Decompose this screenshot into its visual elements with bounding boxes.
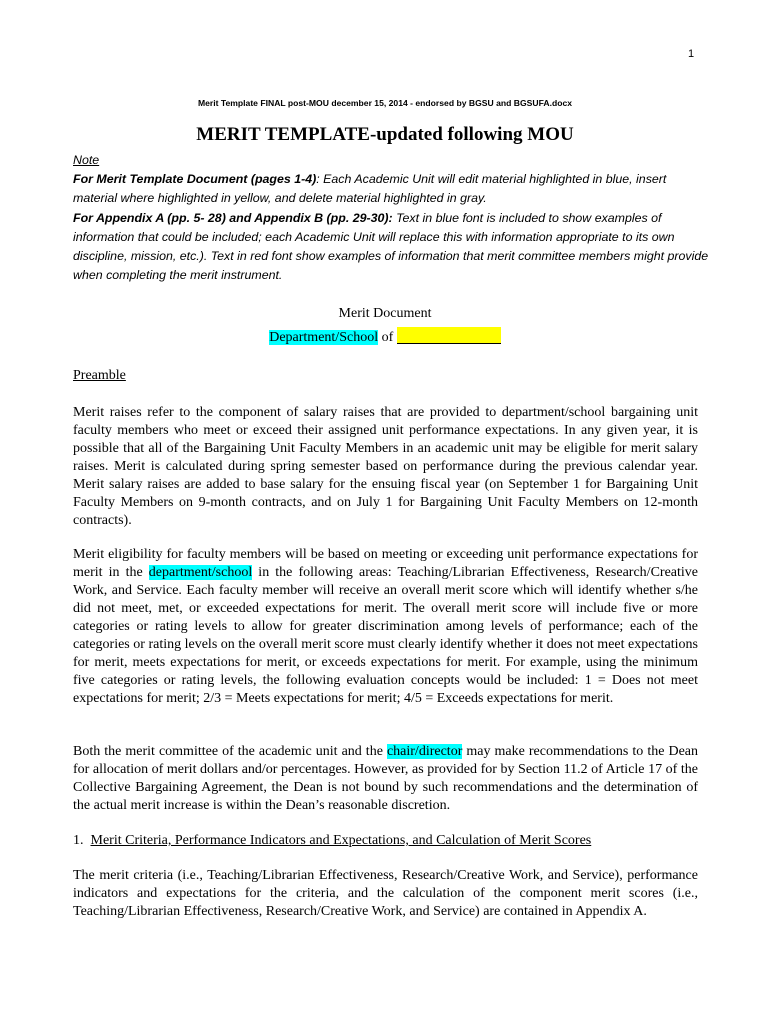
preamble-paragraph-1: Merit raises refer to the component of salary raises that are provided to department/school bargaining unit faculty members who meet or exceed their assigned unit performance expectations. In any given year, it is possible that all of the Bargaining Unit Faculty Members in an academic unit may be eligible for merit salary raises. Merit is calculated during spring semester based on performance during the previous calendar year. Merit salary raises are added to base salary for the ensuing fiscal year (on September 1 for Bargaining Unit Faculty Members on 9-month contracts, and on July 1 for Bargaining Unit Faculty Members on 12-month contracts).	[73, 405, 698, 528]
note-block	[73, 151, 713, 285]
section-1-heading	[73, 833, 591, 849]
section-1-title: Merit Criteria, Performance Indicators and Expectations, and Calculation of Merit Scores	[90, 833, 592, 848]
department-school-highlight: Department/School	[269, 330, 379, 345]
p3-text-end: may make recommendations to the Dean for allocation of merit dollars and/or percentages. However, as provided for by Section 11.2 of Article 17 of the Collective Bargaining Agreement, the Dean is not bound by such recommendations and the determination of the actual merit increase is within the Dean’s reasonable discretion.	[73, 744, 698, 813]
preamble-paragraph-2	[73, 546, 698, 708]
note-item-1-bold: For Merit Template Document (pages 1-4)	[73, 172, 317, 187]
page-number: 1	[688, 48, 695, 60]
department-name-blank[interactable]	[397, 327, 501, 344]
note-label: Note	[73, 153, 100, 167]
note-item-1-text: : Each Academic Unit will edit material highlighted in blue, insert material where highlighted in yellow, and delete material highlighted in gray.	[73, 172, 667, 206]
department-line	[0, 327, 770, 346]
section-1-paragraph: The merit criteria (i.e., Teaching/Librarian Effectiveness, Research/Creative Work, and Service), performance indicators and expectations for the criteria, and the calculation of the component merit scores (i.e., Teaching/Librarian Effectiveness, Research/Creative Work, and Service) are contained in Appendix A.	[73, 868, 698, 919]
chair-director-highlight: chair/director	[386, 744, 463, 759]
page-title: MERIT TEMPLATE-updated following MOU	[196, 124, 574, 145]
merit-document-label: Merit Document	[338, 306, 432, 321]
preamble-paragraph-3	[73, 743, 698, 815]
note-item-2-bold: For Appendix A (pp. 5- 28) and Appendix B (pp. 29-30):	[73, 210, 393, 225]
p2-text-start: Merit eligibility for faculty members will be based on meeting or exceeding unit performance expectations for merit in the	[73, 547, 698, 580]
department-of-text: of	[378, 330, 397, 345]
document-header: Merit Template FINAL post-MOU december 15, 2014 - endorsed by BGSU and BGSUFA.docx	[197, 98, 573, 108]
note-item-merit-template	[73, 170, 713, 208]
p2-text-end: in the following areas: Teaching/Librarian Effectiveness, Research/Creative Work, and Service. Each faculty member will receive an overall merit score which will identify whether s/he did not meet, met, or exceeded expectations for merit. The overall merit score will include five or more categories or rating levels to allow for greater discrimination among levels of performance; each of the categories or rating levels on the overall merit score must clearly identify whether it does not meet expectations for merit, meets expectations for merit, or exceeds expectations for merit. For example, using the minimum five categories or rating levels, the following evaluation concepts would be included: 1 = Does not meet expectations for merit; 2/3 = Meets expectations for merit; 4/5 = Exceeds expectations for merit.	[73, 565, 698, 706]
section-1-number: 1.	[73, 833, 84, 848]
note-item-2-text: Text in blue font is included to show examples of information that could be included; each Academic Unit will replace this with information appropriate to its own discipline, mission, etc.). Text in red font show examples of information that merit committee members might provide when completing the merit instrument.	[73, 210, 709, 283]
preamble-heading: Preamble	[73, 368, 126, 383]
department-school-highlight-2: department/school	[148, 565, 253, 580]
note-item-appendix	[73, 209, 713, 286]
p3-text-start: Both the merit committee of the academic unit and the	[73, 744, 387, 759]
